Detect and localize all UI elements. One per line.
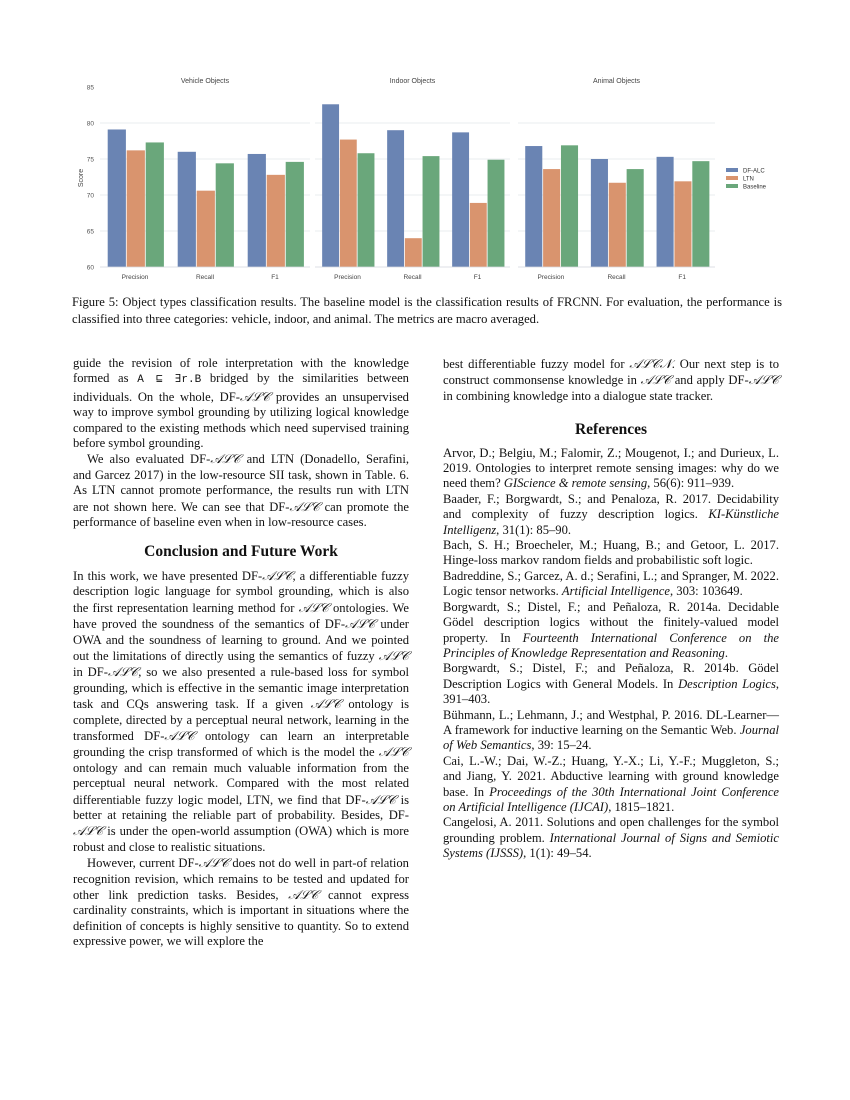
bar-df-alc xyxy=(178,152,196,267)
legend-label: Baseline xyxy=(743,184,767,191)
formula: A ⊑ ∃r.B xyxy=(137,374,202,387)
bar-baseline xyxy=(146,142,164,267)
bar-ltn xyxy=(470,203,487,267)
reference-item: Borgwardt, S.; Distel, F.; and Peñaloza, R. 2014b. Gödel Description Logics with General Models. In Description Logics, 391–403. xyxy=(443,661,779,707)
reference-item: Borgwardt, S.; Distel, F.; and Peñaloza, R. 2014a. Decidable Gödel description logics without the finitely-valued model property. In Fourteenth International Conference on the Principles of Knowledge Representation and Reasoning. xyxy=(443,599,779,660)
bar-ltn xyxy=(609,183,626,267)
figure-5 xyxy=(70,70,790,285)
references-heading: References xyxy=(574,421,647,439)
x-tick-label: F1 xyxy=(271,274,279,281)
bar-ltn xyxy=(267,175,285,267)
y-tick-label: 75 xyxy=(86,156,94,164)
bar-ltn xyxy=(127,150,145,267)
bar-df-alc xyxy=(387,130,404,267)
y-tick-label: 85 xyxy=(86,84,94,92)
legend-swatch xyxy=(726,168,738,172)
left-column xyxy=(73,356,409,950)
bar-df-alc xyxy=(452,132,469,267)
y-tick-label: 65 xyxy=(86,228,94,236)
reference-item: Cangelosi, A. 2011. Solutions and open challenges for the symbol grounding problem. International Journal of Signs and Semiotic Systems (IJSSS), 1(1): 49–54. xyxy=(443,815,779,861)
bar-df-alc xyxy=(322,104,339,267)
bar-baseline xyxy=(286,162,304,267)
legend-swatch xyxy=(726,184,738,188)
bar-ltn xyxy=(674,181,691,267)
y-tick-label: 60 xyxy=(86,264,94,272)
legend-swatch xyxy=(726,176,738,180)
paragraph: best differentiable fuzzy model for 𝒜ℒ𝒞𝒩. Our next step is to construct commonsense knowledge in 𝒜ℒ𝒞 and apply DF-𝒜ℒ𝒞 in combining knowledge into a dialogue state tracker. xyxy=(443,356,779,403)
y-tick-label: 80 xyxy=(86,120,94,128)
panel-title: Indoor Objects xyxy=(389,78,436,85)
x-tick-label: Recall xyxy=(195,274,215,281)
reference-item: Badreddine, S.; Garcez, A. d.; Serafini, L.; and Spranger, M. 2022. Logic tensor networks. Artificial Intelligence, 303: 103649. xyxy=(443,568,779,599)
paragraph: In this work, we have presented DF-𝒜ℒ𝒞, a differentiable fuzzy description logic language for symbol grounding, which is also the first representation learning method for 𝒜ℒ𝒞 ontologies. We have proved the soundness of the semantics of DF-𝒜ℒ𝒞 under OWA and the soundness of learning to ground. And we pointed out the limitations of directly using the semantics of fuzzy 𝒜ℒ𝒞 in DF-𝒜ℒ𝒞, so we also presented a rule-based loss for symbol grounding, which is effective in the semantic image interpretation task and CQs answering task. If a given 𝒜ℒ𝒞 ontology is complete, directed by a perceptual neural network, learning in the transformed DF-𝒜ℒ𝒞 ontology can learn an interpretable grounding the crisp transformed of which is the model the 𝒜ℒ𝒞 ontology and can remain much valuable information from the perceptual neural network. Compared with the most related differentiable fuzzy logic model, LTN, we find that DF-𝒜ℒ𝒞 is better at retaining the reliable part of probability. Besides, DF-𝒜ℒ𝒞 is under the open-world assumption (OWA) which is more robust and close to realistic situations. xyxy=(73,567,410,854)
reference-item: Bühmann, L.; Lehmann, J.; and Westphal, P. 2016. DL-Learner—A framework for inductive learning on the Semantic Web. Journal of Web Semantics, 39: 15–24. xyxy=(443,707,779,753)
bar-df-alc xyxy=(248,154,266,267)
x-tick-label: Precision xyxy=(334,274,361,281)
x-tick-label: Precision xyxy=(537,274,565,281)
bar-df-alc xyxy=(591,159,608,267)
legend-label: LTN xyxy=(743,176,754,183)
section-heading: Conclusion and Future Work xyxy=(144,543,338,561)
bar-chart xyxy=(70,70,790,285)
bar-df-alc xyxy=(108,129,126,267)
bar-ltn xyxy=(543,169,560,267)
x-tick-label: Recall xyxy=(403,274,422,281)
x-tick-label: Recall xyxy=(607,274,626,281)
reference-item: Cai, L.-W.; Dai, W.-Z.; Huang, Y.-X.; Li, Y.-F.; Muggleton, S.; and Jiang, Y. 2021. Abductive learning with ground knowledge base. In Proceedings of the 30th International Joint Conference on Artificial Intelligence (IJCAI), 1815–1821. xyxy=(443,753,779,814)
legend-label: DF-ALC xyxy=(743,168,765,175)
reference-item: Bach, S. H.; Broecheler, M.; Huang, B.; and Getoor, L. 2017. Hinge-loss markov random fields and probabilistic soft logic. xyxy=(443,538,779,568)
bar-baseline xyxy=(423,156,440,267)
bar-baseline xyxy=(216,163,234,267)
reference-item: Arvor, D.; Belgiu, M.; Falomir, Z.; Mougenot, I.; and Durieux, L. 2019. Ontologies to interpret remote sensing images: why do we need them? GIScience & remote sensing, 56(6): 911–939. xyxy=(443,445,779,491)
bar-baseline xyxy=(358,153,375,267)
bar-baseline xyxy=(488,160,505,267)
y-axis-label: Score xyxy=(78,168,85,188)
bar-ltn xyxy=(340,140,357,267)
figure-caption: Figure 5: Object types classification results. The baseline model is the classification results of FRCNN. For evaluation, the performance is classified into three categories: vehicle, indoor, and animal. The metrics are macro averaged. xyxy=(72,295,782,326)
bar-baseline xyxy=(561,145,578,267)
panel-title: Animal Objects xyxy=(592,78,641,85)
reference-item: Baader, F.; Borgwardt, S.; and Penaloza, R. 2017. Decidability and complexity of fuzzy description logics. KI-Künstliche Intelligenz, 31(1): 85–90. xyxy=(443,491,779,537)
reference-list xyxy=(443,446,779,862)
bar-ltn xyxy=(405,238,422,267)
paragraph: However, current DF-𝒜ℒ𝒞 does not do well in part-of relation recognition revision, which remains to be tested and updated for other link prediction tasks. Besides, 𝒜ℒ𝒞 cannot express cardinality constraints, which is important in situations where the definition of concepts is highly sensitive to quantity. So to extend expressive power, we will explore the xyxy=(73,855,409,949)
bar-df-alc xyxy=(525,146,542,267)
x-tick-label: Precision xyxy=(121,274,149,281)
x-tick-label: F1 xyxy=(473,274,482,281)
paragraph: guide the revision of role interpretation with the knowledge formed as A ⊑ ∃r.B bridged by the similarities between individuals. On the whole, DF-𝒜ℒ𝒞 provides an unsupervised way to improve symbol grounding by utilizing logical knowledge compared to the existing methods which need supervised training before symbol grounding. xyxy=(73,356,409,451)
paragraph: We also evaluated DF-𝒜ℒ𝒞 and LTN (Donadello, Serafini, and Garcez 2017) in the low-resource SII task, shown in Table. 6. As LTN cannot promote performance, the results run with LTN are not shown here. We can see that DF-𝒜ℒ𝒞 can promote the performance of baseline even when in low-resource cases. xyxy=(73,451,409,530)
bar-ltn xyxy=(197,191,215,267)
bar-df-alc xyxy=(657,157,674,267)
bar-baseline xyxy=(627,169,644,267)
panel-title: Vehicle Objects xyxy=(180,78,230,85)
y-tick-label: 70 xyxy=(86,192,94,200)
bar-baseline xyxy=(692,161,709,267)
right-column xyxy=(443,356,779,862)
x-tick-label: F1 xyxy=(678,274,686,281)
